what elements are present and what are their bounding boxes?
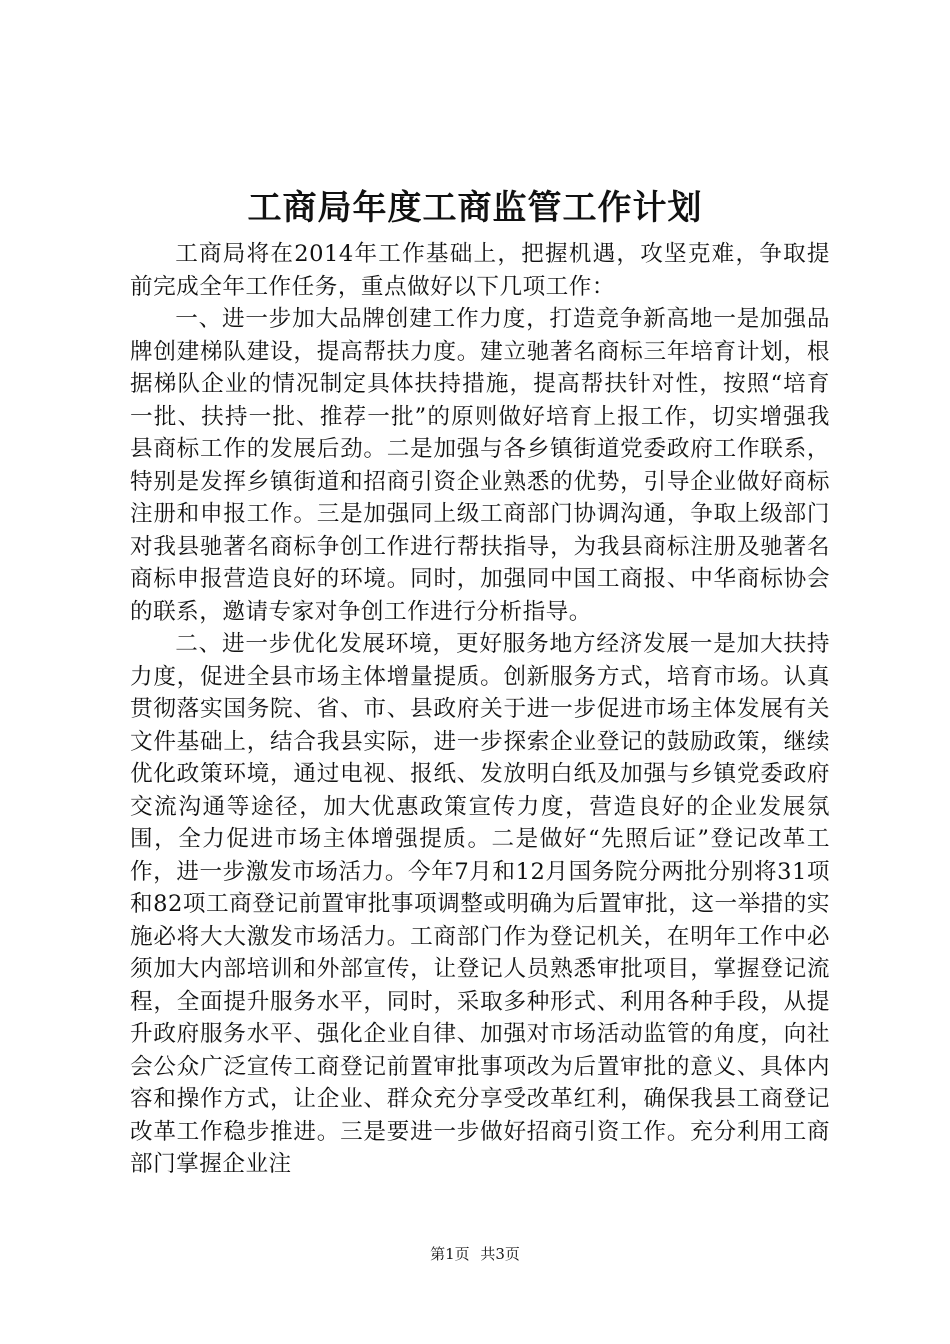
paragraph-intro: 工商局将在2014年工作基础上，把握机遇，攻坚克难，争取提前完成全年工作任务，重点做好以下几项工作：	[130, 241, 830, 300]
document-body	[130, 238, 830, 1181]
paragraph-section-one: 一、进一步加大品牌创建工作力度，打造竞争新高地一是加强品牌创建梯队建设，提高帮扶力度。建立驰著名商标三年培育计划，根据梯队企业的情况制定具体扶持措施，提高帮扶针对性，按照“培育一批、扶持一批、推荐一批”的原则做好培育上报工作，切实增强我县商标工作的发展后劲。二是加强与各乡镇街道党委政府工作联系，特别是发挥乡镇街道和招商引资企业熟悉的优势，引导企业做好商标注册和申报工作。三是加强同上级工商部门协调沟通，争取上级部门对我县驰著名商标争创工作进行帮扶指导，为我县商标注册及驰著名商标申报营造良好的环境。同时，加强同中国工商报、中华商标协会的联系，邀请专家对争创工作进行分析指导。	[130, 306, 830, 625]
page-number: 第1页	[430, 1245, 470, 1263]
page-footer	[0, 1244, 950, 1264]
document-title: 工商局年度工商监管工作计划	[247, 188, 703, 228]
paragraph-section-two: 二、进一步优化发展环境，更好服务地方经济发展一是加大扶持力度，促进全县市场主体增量提质。创新服务方式，培育市场。认真贯彻落实国务院、省、市、县政府关于进一步促进市场主体发展有关文件基础上，结合我县实际，进一步探索企业登记的鼓励政策，继续优化政策环境，通过电视、报纸、发放明白纸及加强与乡镇党委政府交流沟通等途径，加大优惠政策宣传力度，营造良好的企业发展氛围，全力促进市场主体增强提质。二是做好“先照后证”登记改革工作，进一步激发市场活力。今年7月和12月国务院分两批分别将31项和82项工商登记前置审批事项调整或明确为后置审批，这一举措的实施必将大大激发市场活力。工商部门作为登记机关，在明年工作中必须加大内部培训和外部宣传，让登记人员熟悉审批项目，掌握登记流程，全面提升服务水平，同时，采取多种形式、利用各种手段，从提升政府服务水平、强化企业自律、加强对市场活动监管的角度，向社会公众广泛宣传工商登记前置审批事项改为后置审批的意义、具体内容和操作方式，让企业、群众充分享受改革红利，确保我县工商登记改革工作稳步推进。三是要进一步做好招商引资工作。充分利用工商部门掌握企业注	[130, 631, 830, 1177]
page-total: 共3页	[480, 1245, 520, 1263]
